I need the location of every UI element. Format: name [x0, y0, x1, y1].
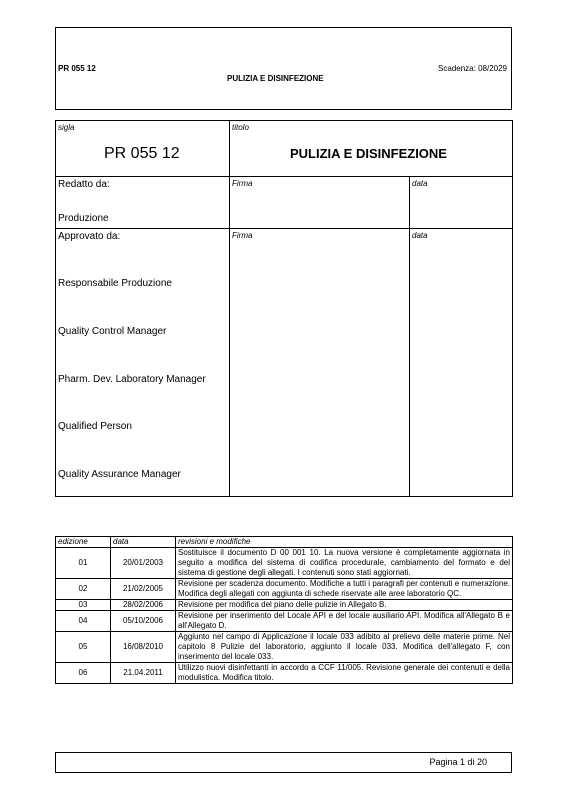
approver-role: Qualified Person	[58, 421, 132, 432]
approvato-cell	[56, 229, 230, 497]
data-label: data	[412, 179, 428, 188]
description-cell: Revisione per modifica del piano delle pulizie in Allegato B.	[176, 600, 513, 611]
sigla-value: PR 055 12	[104, 145, 180, 162]
table-row	[56, 600, 513, 611]
header-code: PR 055 12	[58, 64, 96, 73]
date-cell: 20/01/2003	[111, 548, 176, 579]
revision-header-row	[56, 537, 513, 548]
date-cell: 21.04.2011	[111, 663, 176, 684]
date-cell: 21/02/2005	[111, 579, 176, 600]
redatto-label: Redatto da:	[58, 179, 110, 190]
description-cell: Aggiunto nel campo di Applicazione il locale 033 adibito al prelievo delle materie prime. Nel capitolo 8 Pulizie del laboratorio, aggiunto il locale 033. Modifica dell'allegato F, con inserimento del locale 033.	[176, 632, 513, 663]
page-footer	[55, 752, 512, 773]
firma-label: Firma	[232, 179, 253, 188]
header-expiry: Scadenza: 08/2029	[438, 64, 507, 73]
data-label: data	[412, 231, 428, 240]
edition-cell: 01	[56, 548, 111, 579]
titolo-value: PULIZIA E DISINFEZIONE	[290, 146, 447, 161]
description-cell: Revisione per inserimento del Locale API e del locale ausiliario API. Modifica all'Allegato B e all'Allegato D.	[176, 611, 513, 632]
redatto-data-cell	[410, 177, 513, 229]
table-row	[56, 663, 513, 684]
sigla-cell	[56, 121, 230, 177]
titolo-label: titolo	[232, 123, 249, 132]
approvato-data-cell	[410, 229, 513, 497]
redatto-role: Produzione	[58, 213, 109, 224]
firma-label: Firma	[232, 231, 253, 240]
redatto-firma-cell	[230, 177, 410, 229]
col-header-data: data	[111, 537, 176, 548]
col-header-revisioni: revisioni e modifiche	[176, 537, 513, 548]
edition-cell: 02	[56, 579, 111, 600]
approver-role: Quality Assurance Manager	[58, 469, 181, 480]
approvato-firma-cell	[230, 229, 410, 497]
table-row	[56, 579, 513, 600]
title-block	[55, 120, 513, 497]
date-cell: 28/02/2006	[111, 600, 176, 611]
edition-cell: 05	[56, 632, 111, 663]
description-cell: Sostituisce il documento D 00 001 10. La nuova versione è completamente aggiornata in seguito a modifica del sistema di codifica procedurale, cambiamento del formato e del sistema di gestione degli allegati. I contenuti sono stati aggiornati.	[176, 548, 513, 579]
header-title: PULIZIA E DISINFEZIONE	[227, 74, 324, 83]
table-row	[56, 632, 513, 663]
edition-cell: 03	[56, 600, 111, 611]
approver-role: Responsabile Produzione	[58, 278, 172, 289]
col-header-edizione: edizione	[56, 537, 111, 548]
sigla-label: sigla	[58, 123, 75, 132]
edition-cell: 06	[56, 663, 111, 684]
revision-table	[55, 536, 513, 684]
edition-cell: 04	[56, 611, 111, 632]
approver-role: Pharm. Dev. Laboratory Manager	[58, 374, 206, 385]
table-row	[56, 611, 513, 632]
description-cell: Utilizzo nuovi disinfettanti in accordo a CCF 11/005. Revisione generale dei contenuti e della modulistica. Modifica titolo.	[176, 663, 513, 684]
description-cell: Revisione per scadenza documento. Modifiche a tutti i paragrafi per contenuti e numerazione. Modifica degli allegati con aggiunta di schede riservate alle aree laboratorio QC.	[176, 579, 513, 600]
date-cell: 16/08/2010	[111, 632, 176, 663]
page-number: Pagina 1 di 20	[429, 757, 487, 767]
document-header	[55, 27, 512, 110]
redatto-cell	[56, 177, 230, 229]
approvato-label: Approvato da:	[58, 231, 121, 242]
date-cell: 05/10/2006	[111, 611, 176, 632]
approver-role: Quality Control Manager	[58, 326, 167, 337]
table-row	[56, 548, 513, 579]
titolo-cell	[230, 121, 513, 177]
